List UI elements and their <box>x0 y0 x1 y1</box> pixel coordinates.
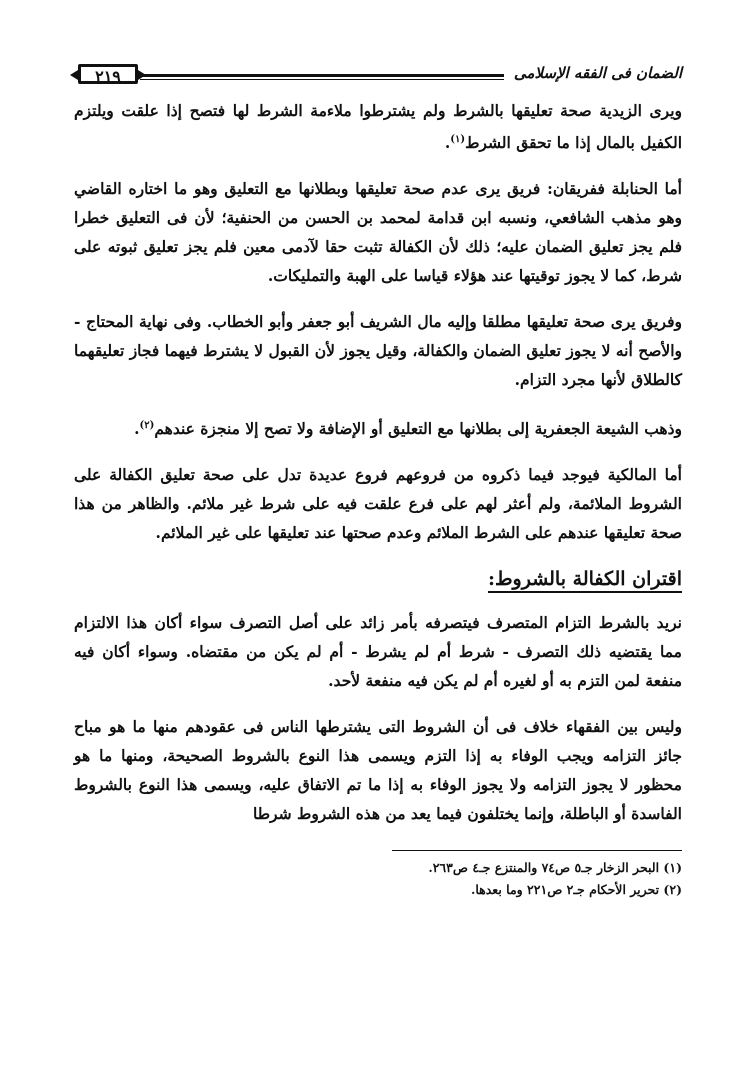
paragraph-second-group: وفريق يرى صحة تعليقها مطلقا وإليه مال الشريف أبو جعفر وأبو الخطاب. وفى نهاية المحتاج - والأصح أنه لا يجوز تعليق الضمان والكفالة، وقيل يجوز لأن القبول لا يشترط فيهما فجاز تعليقهما كالطلاق لأنها مجرد التزام. <box>74 312 682 390</box>
paragraph-condition-definition: نريد بالشرط التزام المتصرف فيتصرفه بأمر زائد على أصل التصرف سواء أكان هذا الالتزام مما يقتضيه ذلك التصرف - شرط أم لم يشرط - أم لم يكن من مقتضاه. وسواء أكان فيه منفعة لمن التزم به أو لغيره أم لم يكن فيه منفعة لأحد. <box>74 613 682 691</box>
header-rule <box>140 74 504 80</box>
footnote-2: (٢) تحرير الأحكام جـ٢ ص٢٢١ وما بعدها. <box>470 882 682 898</box>
page-number: ٢١٩ <box>78 64 138 84</box>
paragraph-hanabila: أما الحنابلة ففريقان: فريق يرى عدم صحة تعليقها وبطلانها مع التعليق وهو ما اختاره القاضي وهو مذهب الشافعي، ونسبه ابن قدامة لمحمد بن الحسن من الحنفية؛ لأن فى التعليق خطرا فلم يجز تعليق الضمان عليه؛ ذلك لأن الكفالة تثبت حقا لآدمى معين فلم يجز تعليق ثبوته على شرط، كما لا يجوز توقيتها عند هؤلاء قياسا على الهبة والتمليكات. <box>74 179 682 286</box>
book-title: الضمان فى الفقه الإسلامى <box>513 64 682 82</box>
page <box>74 52 682 901</box>
footnote-ref-1: (١) <box>450 134 466 145</box>
paragraph-conditions-types: وليس بين الفقهاء خلاف فى أن الشروط التى يشترطها الناس فى عقودهم منها ما هو مباح جائز التزامه ويجب الوفاء به إذا التزم ويسمى هذا النوع بالشروط الصحيحة، ومنها ما هو محظور لا يجوز التزامه ولا يجوز الوفاء به إذا ما تم الاتفاق عليه، ويسمى هذا النوع بالشروط الفاسدة أو الباطلة، وإنما يختلفون فيما يعد من هذه الشروط شرطا <box>74 717 682 824</box>
section-heading: اقتران الكفالة بالشروط: <box>487 568 682 591</box>
paragraph-zaydiyya: ويرى الزيدية صحة تعليقها بالشرط ولم يشترطوا ملاءمة الشرط لها فتصح إذا علقت ويلتزم الكفيل بالمال إذا ما تحقق الشرط$^{(١)}$. <box>74 101 682 153</box>
paragraph-malikiyya: أما المالكية فيوجد فيما ذكروه من فروعهم فروع عديدة تدل على صحة تعليق الكفالة على الشروط الملائمة، ولم أعثر لهم على فرع علقت فيه على شرط غير ملائم. والظاهر من هذا صحة تعليقها عندهم على الشرط الملائم وعدم صحتها عند تعليقها على غير الملائم. <box>74 465 682 543</box>
footnote-ref-2: (٢) <box>139 420 155 432</box>
footnote-divider <box>392 850 682 851</box>
page-header <box>74 52 682 96</box>
paragraph-jafariyya: وذهب الشيعة الجعفرية إلى بطلانها مع التعليق أو الإضافة ولا تصح إلا منجزة عندهم$^{(٢)}$. <box>134 419 682 439</box>
footnote-1: (١) البحر الزخار جـ٥ ص٧٤ والمنتزع جـ٤ ص٢٦٣. <box>428 860 682 876</box>
